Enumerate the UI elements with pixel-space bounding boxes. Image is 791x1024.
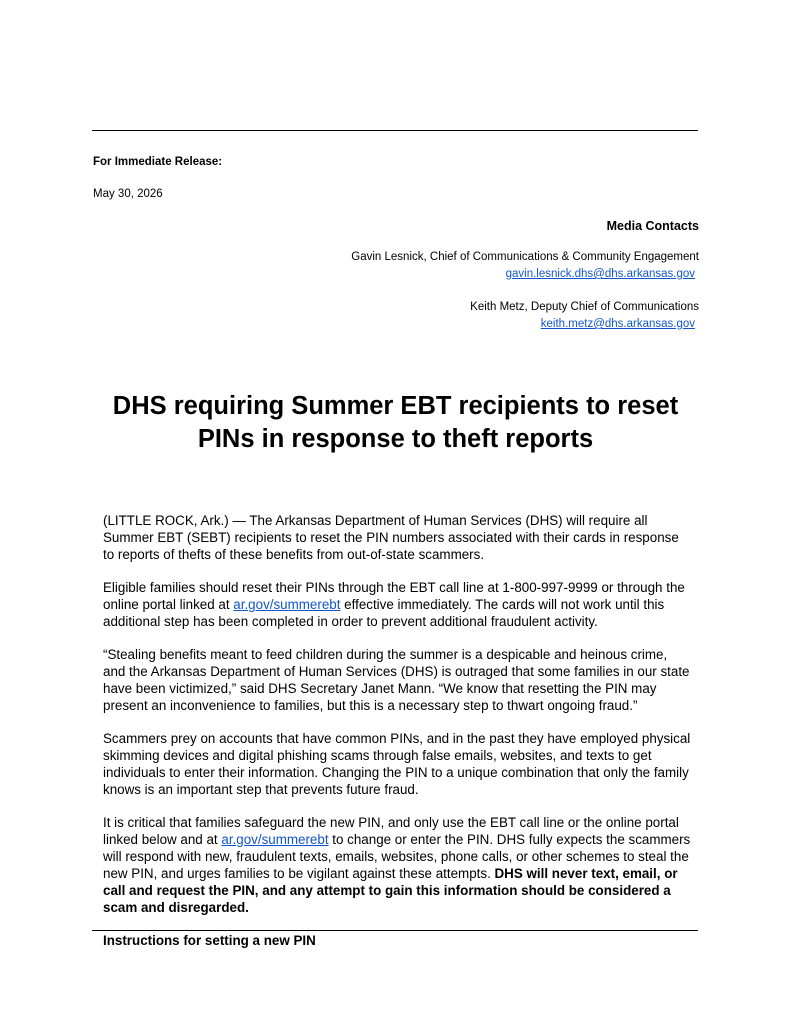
media-contacts: [199, 218, 699, 349]
paragraph-quote: “Stealing benefits meant to feed children during the summer is a despicable and heinous crime, and the Arkansas Department of Human Services (DHS) is outraged that some families in our state have been victimized,” said DHS Secretary Janet Mann. “We know that resetting the PIN may present an inconvenience to families, but this is a necessary step to thwart ongoing fraud.”: [103, 647, 690, 713]
paragraph-reset-instructions: [103, 579, 693, 630]
release-date: May 30, 2026: [93, 188, 163, 200]
contact-email-link[interactable]: gavin.lesnick.dhs@dhs.arkansas.gov: [505, 268, 695, 280]
paragraph-text: effective immediately. The cards will not work until this additional step has been completed in order to prevent additional fraudulent activity.: [103, 597, 665, 629]
release-label: For Immediate Release:: [93, 156, 223, 168]
instructions-heading: Instructions for setting a new PIN: [103, 933, 316, 948]
media-contacts-heading: Media Contacts: [606, 219, 699, 233]
paragraph-text: Eligible families should reset their PINs through the EBT call line at 1-800-997-9999 or through the online portal linked at: [103, 580, 685, 612]
paragraph-scammers: Scammers prey on accounts that have common PINs, and in the past they have employed physical skimming devices and digital phishing scams through false emails, websites, and texts to get individuals to enter their information. Changing the PIN to a unique combination that only the family knows is an important step that prevents future fraud.: [103, 731, 691, 797]
summerebt-link[interactable]: ar.gov/summerebt: [233, 597, 341, 612]
paragraph-warning-bold: DHS will never text, email, or call and request the PIN, and any attempt to gain this information should be considered a scam and disregarded.: [103, 866, 678, 915]
paragraph-text: to change or enter the PIN. DHS fully expects the scammers will respond with new, fraudulent texts, emails, websites, phone calls, or other schemes to steal the new PIN, and urges families to be vigilant against these attempts.: [103, 832, 691, 881]
summerebt-link[interactable]: ar.gov/summerebt: [221, 832, 329, 847]
press-release-body: [103, 512, 693, 965]
contact-name-title: Gavin Lesnick, Chief of Communications & Community Engagement: [351, 251, 699, 263]
paragraph-safeguard: [103, 814, 693, 916]
contact-gavin-lesnick: [199, 249, 699, 283]
contact-email-link[interactable]: keith.metz@dhs.arkansas.gov: [540, 318, 695, 330]
contact-name-title: Keith Metz, Deputy Chief of Communications: [470, 301, 699, 313]
paragraph-text: It is critical that families safeguard the new PIN, and only use the EBT call line or the online portal linked below and at: [103, 815, 679, 847]
paragraph-intro: (LITTLE ROCK, Ark.) — The Arkansas Department of Human Services (DHS) will require all Summer EBT (SEBT) recipients to reset the PIN numbers associated with their cards in response to reports of thefts of these benefits from out-of-state scammers.: [103, 513, 679, 562]
bottom-divider: [92, 930, 698, 931]
contact-keith-metz: [199, 299, 699, 333]
headline: DHS requiring Summer EBT recipients to reset PINs in response to theft reports: [112, 392, 679, 453]
top-divider: [92, 130, 698, 131]
